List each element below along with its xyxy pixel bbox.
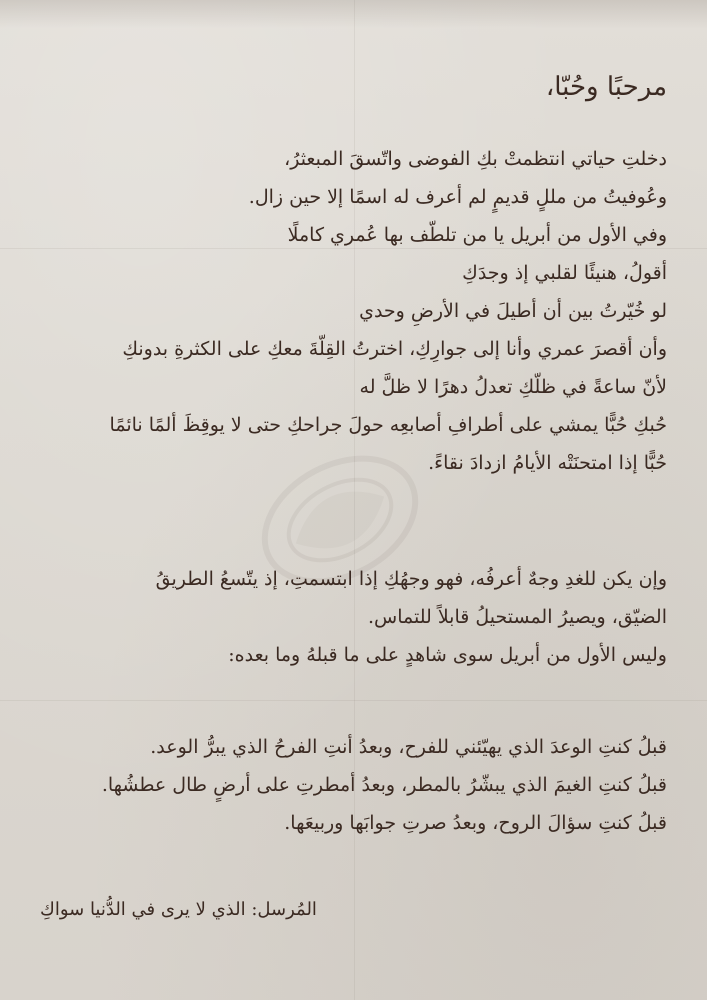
text-line: حُبًّا إذا امتحنَتْه الأيامُ ازدادَ نقاءً. (428, 452, 667, 474)
letter-signature: المُرسل: الذي لا يرى في الدُّنيا سواكِ (40, 899, 317, 920)
paragraph-3 (40, 728, 667, 842)
text-line: الضيّق، ويصيرُ المستحيلُ قابلاً للتماس. (367, 606, 667, 628)
letter-title: مرحبًا وحُبّا، (545, 72, 667, 102)
text-line: حُبكِ حُبًّا يمشي على أطرافِ أصابعِه حولَ جراحكِ حتى لا يوقِظَ ألمًا نائمًا (109, 414, 667, 436)
text-line: أقولُ، هنيئًا لقلبي إذ وجدَكِ (462, 262, 667, 284)
text-line: قبلُ كنتِ سؤالَ الروح، وبعدُ صرتِ جوابَها وربيعَها. (284, 812, 667, 834)
text-line: وأن أقصرَ عمري وأنا إلى جوارِكِ، اخترتُ القِلّةَ معكِ على الكثرةِ بدونكِ (122, 338, 667, 360)
text-line: وفي الأول من أبريل يا من تلطّف بها عُمري كاملًا (287, 224, 667, 246)
text-line: لأنّ ساعةً في ظلّكِ تعدلُ دهرًا لا ظلَّ له (359, 376, 667, 398)
text-line: دخلتِ حياتي انتظمتْ بكِ الفوضى واتّسقَ المبعثرُ، (284, 148, 667, 170)
text-line: قبلُ كنتِ الوعدَ الذي يهيّئني للفرح، وبعدُ أنتِ الفرحُ الذي يبرُّ الوعد. (150, 736, 667, 758)
text-line: وإن يكن للغدِ وجهٌ أعرفُه، فهو وجهُكِ إذا ابتسمتِ، إذ يتّسعُ الطريقُ (155, 568, 667, 590)
text-line: لو خُيّرتُ بين أن أطيلَ في الأرضِ وحدي (359, 300, 667, 322)
text-line: وليس الأول من أبريل سوى شاهدٍ على ما قبلهُ وما بعده: (228, 644, 667, 666)
text-line: قبلُ كنتِ الغيمَ الذي يبشّرُ بالمطر، وبعدُ أمطرتِ على أرضٍ طال عطشُها. (101, 774, 667, 796)
paragraph-2 (40, 560, 667, 674)
text-line: وعُوفيتُ من مللٍ قديمٍ لم أعرف له اسمًا إلا حين زال. (248, 186, 667, 208)
paragraph-1 (40, 140, 667, 482)
